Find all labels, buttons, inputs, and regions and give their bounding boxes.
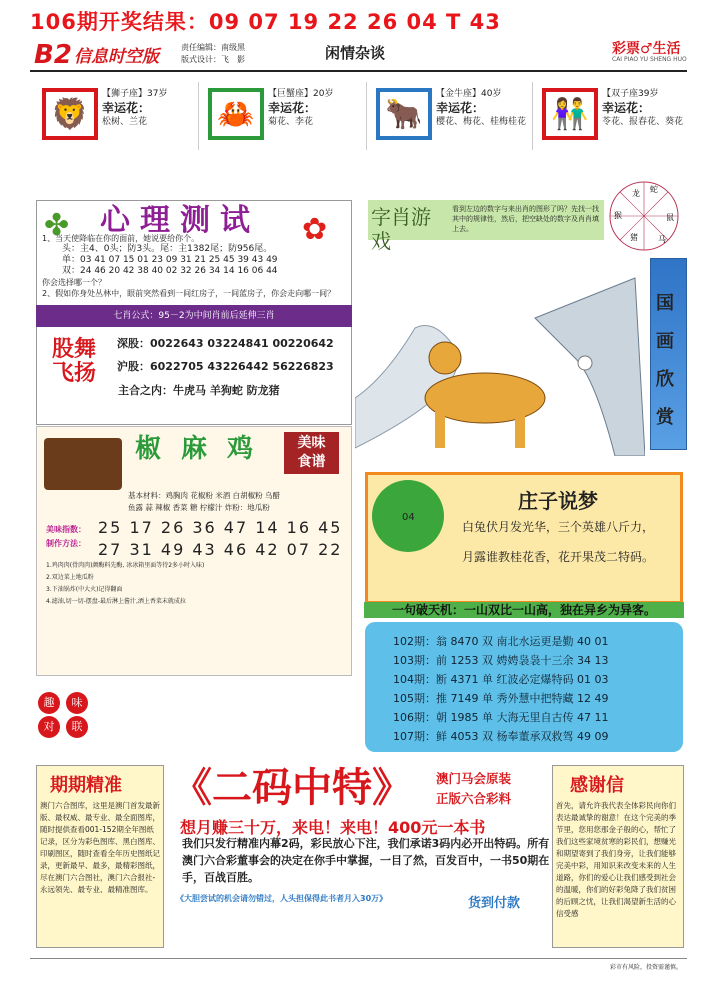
question-2: 2、假如你身处丛林中，眼前突然看到一间红房子，一间蓝房子，你会走向哪一间？: [42, 289, 336, 298]
taste-numbers: 25 17 26 36 47 14 16 45: [98, 518, 343, 537]
shen-stock: 深股：0022643 03224841 00220642: [117, 337, 334, 350]
zodiac-sign: 【狮子座】37岁: [102, 89, 168, 99]
method-label: 制作方法：: [46, 539, 86, 548]
cash-on-delivery: 货到付款: [468, 896, 521, 911]
bull-icon: 🐂: [376, 88, 432, 140]
zodiac-info: [102, 88, 194, 128]
puzzle-title: 字肖游戏: [371, 205, 431, 253]
history-row: 107期：鲜 4053 双 杨奉董承双救驾 49 09: [393, 730, 609, 743]
poem-line: 月露谁教桂花香，花开果茂二特码。: [462, 550, 655, 564]
hu-stock: 沪股：6022705 43226442 56226823: [117, 360, 334, 373]
method-numbers: 27 31 49 43 46 42 07 22: [98, 540, 343, 559]
ad-slogan: 想月赚三十万，来电！来电！400元一本书: [180, 818, 486, 837]
editor-name: 责任编辑：南级黑: [181, 43, 245, 52]
section-title: 闲情杂谈: [325, 44, 386, 62]
badge-line: 美味: [297, 435, 326, 451]
couplet-lanterns: [38, 688, 98, 738]
ad-tagline: 《大胆尝试的机会请勿错过，人头担保得此书者月入30万》: [176, 894, 388, 903]
poem-line: 白兔伏月发光华，三个英雄八斤力，: [462, 520, 655, 534]
lantern: 趣: [38, 692, 60, 714]
lion-icon: 🦁: [42, 88, 98, 140]
art-char: 国: [656, 293, 674, 314]
zodiac-sign: 【巨蟹座】20岁: [268, 89, 334, 99]
psych-test-title: 心理测试: [100, 203, 260, 238]
odd-line: 单：03 41 07 15 01 23 09 31 21 25 45 39 43 49: [62, 255, 278, 265]
history-rows: [393, 632, 608, 746]
crab-icon: 🦀: [208, 88, 264, 140]
lucky-label: 幸运花：: [102, 101, 151, 115]
brand-logo: 彩票♂生活: [612, 41, 681, 57]
flower-icon: ✿: [302, 212, 328, 247]
step: 2.双边菜上地瓜粉: [46, 574, 94, 581]
ingredients-line: 鱼露 蒜 辣椒 香菜 糖 柠檬汁 炸粉：地瓜粉: [128, 503, 270, 512]
zodiac-card: [540, 88, 695, 146]
divider: [366, 82, 367, 150]
wheel-label: 鼠: [666, 213, 674, 222]
section-logo: 信息时空版: [74, 47, 159, 67]
tiger-painting: [355, 258, 645, 456]
ad-side-line: 正版六合彩料: [436, 791, 512, 806]
editor-credits: [181, 42, 245, 66]
taste-label: 美味指数：: [46, 525, 86, 534]
lucky-flowers: 苓花、报春花、葵花: [602, 117, 684, 127]
divider: [532, 82, 533, 150]
art-char: 赏: [656, 407, 674, 428]
recipe-title: 椒麻鸡: [135, 434, 274, 464]
lucky-label: 幸运花：: [268, 101, 317, 115]
step: 1.鸡肉肉(骨肉肉)颜酶料先酶, 冰冰箱里面等待2多小时入味): [46, 562, 205, 569]
zodiac-card: [374, 88, 529, 146]
thanks-title: 感谢信: [570, 775, 624, 796]
psych-numbers: [42, 244, 347, 277]
wheel-label: 猴: [614, 211, 622, 220]
step: 4.滤油,切一切-摆盘-最后淋上酱汁,洒上香菜末就成拉: [46, 598, 186, 605]
footer-divider: [30, 958, 687, 959]
art-char: 画: [656, 331, 674, 352]
zodiac-card: [40, 88, 195, 146]
lucky-label: 幸运花：: [602, 101, 651, 115]
brand-subtitle: CAI PIAO YU SHENG HUO: [612, 56, 687, 63]
header-divider: [30, 70, 687, 72]
zodiac-wheel: [608, 180, 680, 252]
wheel-label: 蛇: [650, 185, 658, 194]
lucky-flowers: 菊花、李花: [268, 117, 314, 127]
ad-left-body: 澳门六合图库，这里是澳门首发最新版、最权威、最专业、最全面图库，随时提供查看001-152期全年图纸记录，区分为彩色图库、黑白图库、印刷图区，随时查看全年历史图纸记录，更新最早、最多，最精彩图纸，尽在澳门六合图社，澳门六合报社-永远领先、最专业、最精准图库。: [40, 801, 160, 894]
history-row: 105期：推 7149 单 秀外慧中把特藏 12 49: [393, 692, 609, 705]
lucky-flowers: 松树、兰花: [102, 117, 148, 127]
psych-questions: [42, 233, 347, 299]
wheel-label: 马: [658, 235, 666, 244]
main-zodiacs: 主合之内：牛虎马 羊狗蛇 防龙猪: [118, 384, 280, 397]
lucky-flowers: 樱花、梅花、桂梅桂花: [436, 117, 527, 127]
page-number: B2: [34, 40, 72, 70]
divider: [198, 82, 199, 150]
ad-center-title: 《二码中特》: [172, 765, 412, 811]
step: 3.下油锅炸(中大火)记得翻面: [46, 586, 123, 593]
history-row: 106期：朝 1985 单 大海无里自古传 47 11: [393, 711, 609, 724]
recipe-steps: [46, 560, 346, 608]
designer-name: 版式设计：飞 影: [181, 55, 245, 64]
recipe-badge: [284, 432, 339, 474]
zodiac-info: [268, 88, 360, 128]
twins-icon: 👫: [542, 88, 598, 140]
dish-photo: [44, 438, 122, 490]
question-1: 1、当天使降临在你的面前，她说要给你个。: [42, 234, 200, 243]
lantern: 联: [66, 716, 88, 738]
zodiac-info: [436, 88, 528, 128]
riddle-bar: 一句破天机：一山双比一山高，独在异乡为异客。: [364, 602, 684, 618]
zodiac-sign: 【金牛座】40岁: [436, 89, 502, 99]
ad-side-text: [436, 769, 511, 809]
history-row: 104期：断 4371 单 红波必定爆特码 01 03: [393, 673, 609, 686]
history-row: 103期：前 1253 双 娉娉袅袅十三余 34 13: [393, 654, 609, 667]
badge-line: 食谱: [297, 454, 326, 470]
zhuangzi-title: 庄子说梦: [518, 489, 598, 513]
art-title: [656, 285, 674, 437]
even-line: 双：24 46 20 42 38 40 02 32 26 34 14 16 06 44: [62, 266, 278, 276]
footer-warning: 彩市有风险，投资需谨慎。: [610, 964, 683, 971]
lucky-label: 幸运花：: [436, 101, 485, 115]
ad-side-line: 澳门马会原装: [436, 771, 512, 786]
thanks-body: 首先，请允许我代表全体彩民向你们表达最诚挚的谢意！在这个完美的季节里，您用您那金子般的心，帮忙了我们这些家境贫寒的彩民们，想赚光和期望寄到了我们身旁，让我们能够完美中彩，用知识来改变未来的人生道路，你们的爱心让我们感受到社会的温暖，你们的好彩兔降了我们贫困的后顾之忧，让我们渴望新生活的心信受感: [556, 801, 676, 918]
puzzle-question: 看到左边的数字与来出肖的图形了吗？先找一找其中的规律性，然后，把空缺处的数字及肖肖填上去。: [452, 205, 599, 233]
question-1-end: 你会选择哪一个？: [42, 278, 106, 287]
wheel-label: 龙: [632, 189, 640, 198]
result-banner: 106期开奖结果：09 07 19 22 26 04 T 43: [30, 10, 501, 34]
zodiac-sign: 【双子座39岁: [602, 89, 659, 99]
zodiac-card: [206, 88, 361, 146]
formula-bar: 七肖公式：95－2为中间肖前后延伸三肖: [36, 305, 352, 327]
lantern: 对: [38, 716, 60, 738]
ingredients-line: 基本材料：鸡胸肉 花椒粉 米酒 白胡椒粉 乌醋: [128, 491, 281, 500]
clover-icon: ✤: [44, 208, 70, 243]
ingredients: [128, 490, 348, 514]
history-row: 102期：翁 8470 双 南北水运更是勤 40 01: [393, 635, 609, 648]
ad-promise: 我们只发行精准内幕2码，彩民放心下注，我们承诺3码内必开出特码。所有澳门六合彩董事会的决定在你手中掌握，一目了然，百发百中，一书50期在手，百战百胜。: [182, 837, 550, 884]
ad-left-title: 期期精准: [50, 775, 122, 796]
head-tail-line: 头：主4、0头；防3头。尾：主1382尾；防956尾。: [62, 244, 273, 254]
wheel-label: 猪: [630, 233, 638, 242]
art-char: 欣: [656, 369, 674, 390]
stock-logo: 股舞飞扬: [52, 337, 97, 386]
lantern: 味: [66, 692, 88, 714]
zodiac-info: [602, 88, 694, 128]
leaf-number: 04: [402, 512, 415, 523]
